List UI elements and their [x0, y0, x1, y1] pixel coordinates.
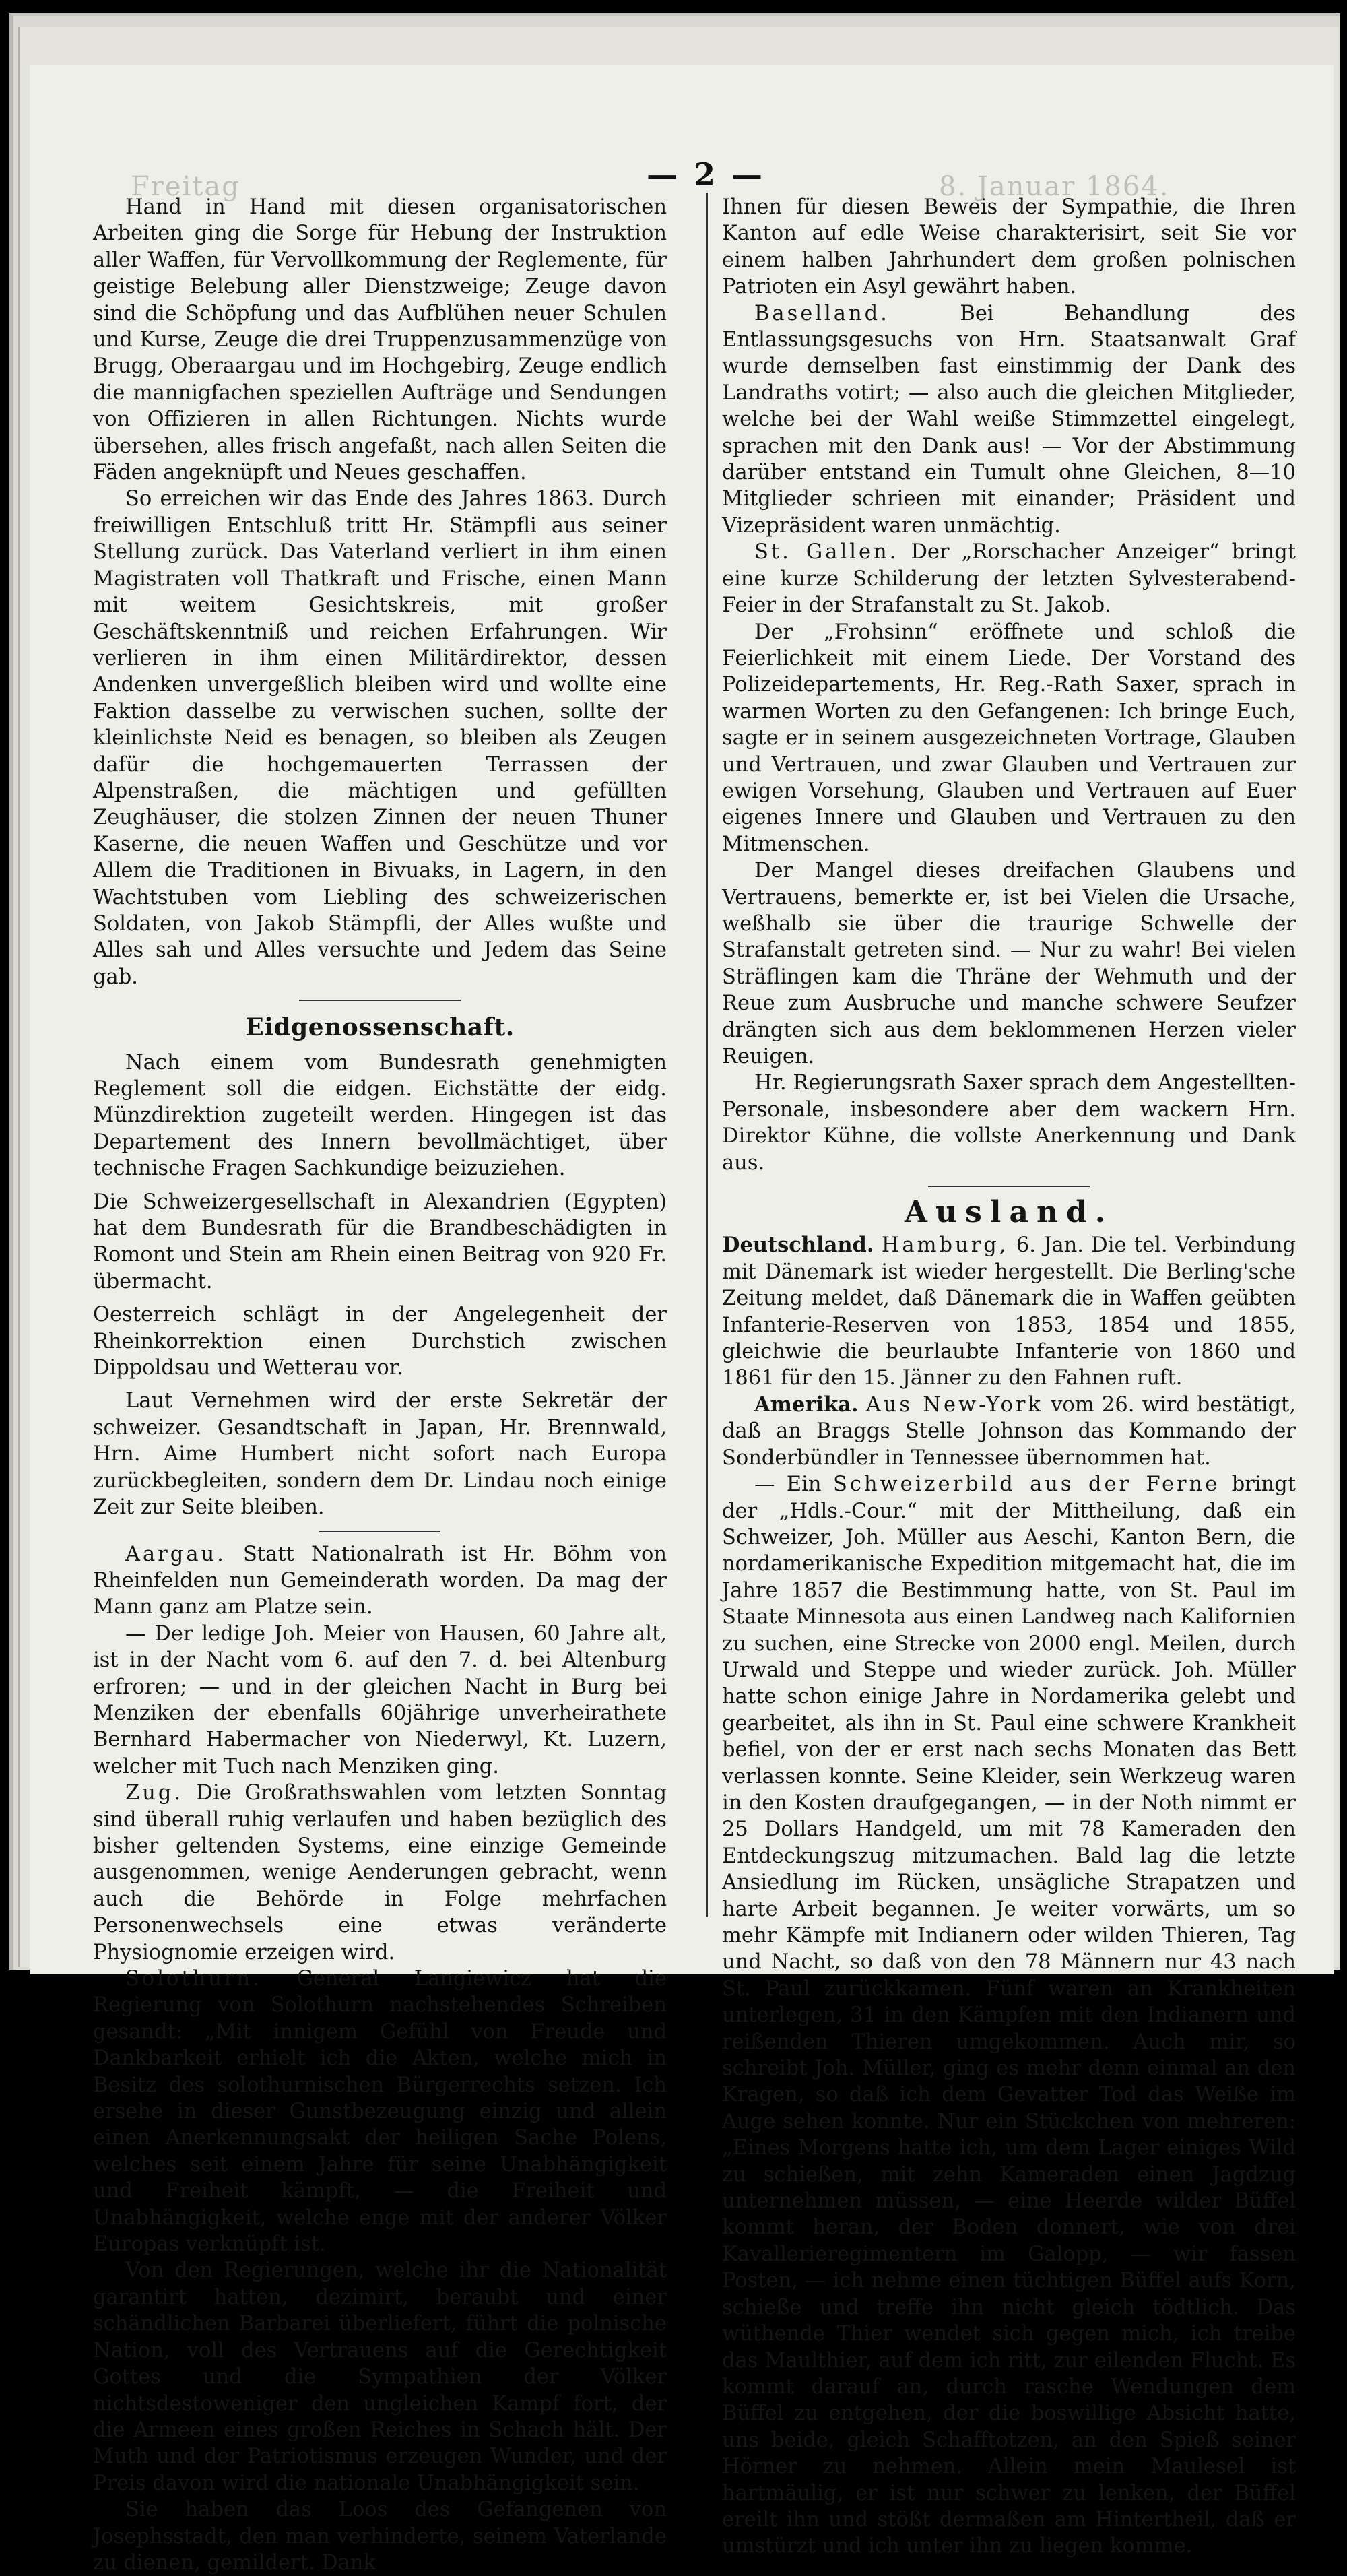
- country-amerika: Amerika.: [754, 1392, 859, 1417]
- section-separator: [299, 1000, 461, 1001]
- news-stgallen: [722, 539, 1296, 618]
- text-aargau: Statt Nationalrath ist Hr. Böhm von Rheinfelden nun Gemeinderath worden. Da mag der Mann ganz am Platze sein.: [93, 1542, 667, 1619]
- text-solothurn: General Langiewicz hat die Regierung von Solothurn nachstehendes Schreiben gesandt: „Mit innigem Gefühl von Freude und Dankbarkeit erhielt ich die Akten, welche mich in Besitz des solothurnischen Bürgerrechts setzen. Ich ersehe in dieser Gunstbezeugung einzig und allein einen Anerkennungsakt der heiligen Sache Polens, welches seit einem Jahre für seine Unabhängigkeit und Freiheit kämpft, — die Freiheit und Unabhängigkeit, welche enge mit der anderer Völker Europas verknüpft ist.: [93, 1967, 667, 2257]
- news-japan: Laut Vernehmen wird der erste Sekretär der schweizer. Gesandtschaft in Japan, Hr. Brennwald, Hrn. Aime Humbert nicht sofort nach Europa zurückbegleiten, sondern dem Dr. Lindau noch einige Zeit zur Seite bleiben.: [93, 1389, 667, 1520]
- news-zug: [93, 1780, 667, 1966]
- text-deutschland: 6. Jan. Die tel. Verbindung mit Dänemark ist wieder hergestellt. Die Berling'sche Zeitung meldet, daß Dänemark die in Waffen geübten Infanterie-Reserven von 1853, 1854 und 1855, gleichwie die beurlaubte Infanterie von 1860 und 1861 für den 15. Jänner zu den Fahnen ruft.: [722, 1233, 1296, 1390]
- section-title-eidgenossenschaft: Eidgenossenschaft.: [245, 1013, 515, 1042]
- page-number: — 2 —: [647, 156, 766, 193]
- title-schweizerbild: Schweizerbild aus der Ferne: [832, 1473, 1220, 1497]
- paragraph-staempfli: So erreichen wir das Ende des Jahres 1863. Durch freiwilligen Entschluß tritt Hr. Stämpfli aus seiner Stellung zurück. Das Vaterland verliert in ihm einen Magistraten voll Thatkraft und Frische, einen Mann mit weitem Gesichtskreis, mit großer Geschäftskenntniß und reichen Erfahrungen. Wir verlieren in ihm einen Militärdirektor, dessen Andenken unvergeßlich bleiben wird und wollte eine Faktion dasselbe zu verwischen suchen, sollte der kleinlichste Neid es benagen, so bleiben als Zeugen dafür die hochgemauerten Terrassen der Alpenstraßen, die mächtigen und gefüllten Zeughäuser, die stolzen Zinnen der neuen Thuner Kaserne, die neuen Waffen und Geschütze und vor Allem die Traditionen in Bivuaks, in Lagern, in den Wachtstuben vom Liebling des schweizerischen Soldaten, von Jakob Stämpfli, der Alles wußte und Alles sah und Alles versuchte und Jedem das Seine gab.: [93, 487, 667, 989]
- news-solothurn-2: Von den Regierungen, welche ihr die Nationalität garantirt hatten, dezimirt, beraubt und einer schändlichen Barbarei überliefert, führt die polnische Nation, voll des Vertrauens auf die Gerechtigkeit Gottes und die Sympathien der Völker nichtsdestoweniger den ungleichen Kampf fort, der die Armeen eines großen Reiches in Schach hält. Der Muth und der Patriotismus erzeugen Wunder, und der Preis davon wird die nationale Unabhängigkeit sein.: [93, 2259, 667, 2495]
- news-solothurn-cont: Ihnen für diesen Beweis der Sympathie, die Ihren Kanton auf edle Weise charakterisirt, seit Sie vor einem halben Jahrhundert dem großen polnischen Patrioten ein Asyl gewährt haben.: [722, 195, 1296, 299]
- news-eichstaette: Nach einem vom Bundesrath genehmigten Reglement soll die eidgen. Eichstätte der eidg. Münzdirektion zugeteilt werden. Hingegen ist das Departement des Innern bevollmächtiget, über technische Fragen Sachkundige beizuziehen.: [93, 1050, 667, 1181]
- dateline-aargau: Aargau.: [125, 1542, 226, 1566]
- news-mangel: Der Mangel dieses dreifachen Glaubens und Vertrauens, bemerkte er, ist bei Vielen die Ursache, weßhalb sie über die traurige Schwelle der Strafanstalt getreten sind. — Nur zu wahr! Bei vielen Sträflingen kam die Thräne der Wehmuth und der Reue zum Ausbruche und manche schwere Seufzer drängten sich aus dem beklommenen Herzen vieler Reuigen.: [722, 859, 1296, 1068]
- news-schweizerbild: [722, 1471, 1296, 2560]
- news-rheinkorrektion: Oesterreich schlägt in der Angelegenheit der Rheinkorrektion einen Durchstich zwischen Dippoldsau und Wetterau vor.: [93, 1303, 667, 1380]
- left-column: [93, 194, 667, 2576]
- bleed-left: Freitag: [131, 171, 240, 202]
- news-frohsinn: Der „Frohsinn“ eröffnete und schloß die Feierlichkeit mit einem Liede. Der Vorstand des Polizeidepartements, Hr. Reg.-Rath Saxer, sprach in warmen Worten zu den Gefangenen: Ich bringe Euch, sagte er in seinem ausgezeichneten Vortrage, Glauben und Vertrauen, und zwar Glauben und Vertrauen zur ewigen Vorsehung, Glauben und Vertrauen auf Euer eigenes Innere und Glauben und Vertrauen zu den Mitmenschen.: [722, 620, 1296, 856]
- text-amerika: vom 26. wird bestätigt, daß an Braggs Stelle Johnson das Kommando der Sonderbündler in Tennessee übernommen hat.: [722, 1392, 1296, 1470]
- text-schweizerbild: bringt der „Hdls.-Cour.“ mit der Mittheilung, daß ein Schweizer, Joh. Müller aus Aeschi, Kanton Bern, die nordamerikanische Expedition mitgemacht hat, die im Jahre 1857 die Bestimmung hatte, von St. Paul im Staate Minnesota aus einen Landweg nach Kalifornien zu suchen, eine Strecke von 2000 engl. Meilen, durch Urwald und Steppe und wieder zurück. Joh. Müller hatte schon einige Jahre in Nordamerika gelebt und gearbeitet, als ihn in St. Paul eine schwere Krankheit befiel, von der er erst nach sechs Monaten das Bett verlassen konnte. Seine Kleider, sein Werkzeug waren in den Kosten draufgegangen, — in der Noth nimmt er 25 Dollars Handgeld, um mit 78 Kameraden den Entdeckungszug mitzumachen. Bald lag die letzte Ansiedlung im Rücken, unsägliche Strapatzen und harte Arbeit begannen. Je weiter vorwärts, um so mehr Kämpfe mit Indianern oder wilden Thieren, Tag und Nacht, so daß von den 78 Männern nur 43 nach St. Paul zurückkamen. Fünf waren an Krankheiten unterlegen, 31 in den Kämpfen mit den Indianern und reißenden Thieren umgekommen. Auch mir, so schreibt Joh. Müller, ging es mehr denn einmal an den Kragen, so daß ich dem Gevatter Tod das Weiße im Auge sehen konnte. Nur ein Stückchen von mehreren: „Eines Morgens hatte ich, um dem Lager einiges Wild zu schießen, mit zehn Kameraden einen Jagdzug unternehmen müssen, — eine Heerde wilder Büffel kommt heran, der Boden donnert, wie von drei Kavallerieregimentern im Galopp, — wir fassen Posten, — ich nehme einen tüchtigen Büffel aufs Korn, schieße und treffe ihn nicht gleich tödtlich. Das wüthende Thier wendet sich gegen mich, ich treibe das Maulthier, auf dem ich ritt, zur eilenden Flucht. Es kommt darauf an, durch rasche Wendungen dem Büffel zu entgehen, der die boswillige Absicht hatte, uns beide, gleich Schafftotzen, an den Spieß seiner Hörner zu nehmen. Allein mein Maulesel ist hartmäulig, er ist nur schwer zu lenken, der Büffel ereilt ihn und stößt dermaßen am Hintertheil, daß er umstürzt und ich unter ihn zu liegen komme.: [722, 1473, 1296, 2558]
- news-aargau: [93, 1541, 667, 1621]
- text-baselland: Bei Behandlung des Entlassungsgesuchs von Hrn. Staatsanwalt Graf wurde demselben fast einstimmig der Dank des Landraths votirt; — also auch die gleichen Mitglieder, welche bei der Wahl weiße Stimmzettel eingelegt, sprachen mit den Dank aus! — Vor der Abstimmung darüber entstand ein Tumult ohne Gleichen, 8—10 Mitglieder schrieen mit einander; Präsident und Vizepräsident waren unmächtig.: [722, 301, 1296, 538]
- news-saxer: Hr. Regierungsrath Saxer sprach dem Angestellten-Personale, insbesondere aber dem wackern Hrn. Direktor Kühne, die vollste Anerkennung und Dank aus.: [722, 1071, 1296, 1175]
- place-newyork: Aus New-York: [865, 1392, 1043, 1417]
- section-title-ausland: Ausland.: [904, 1195, 1114, 1230]
- bleed-right: 8. Januar 1864.: [939, 171, 1170, 202]
- dateline-stgallen: St. Gallen.: [754, 540, 899, 565]
- news-alexandrien: Die Schweizergesellschaft in Alexandrien (Egypten) hat dem Bundesrath für die Brandbeschädigten in Romont und Stein am Rhein einen Beitrag von 920 Fr. übermacht.: [93, 1190, 667, 1293]
- text-zug: Die Großrathswahlen vom letzten Sonntag sind überall ruhig verlaufen und haben bezüglich des bisher geltenden Systems, eine einzige Gemeinde ausgenommen, wenige Aenderungen gebracht, wenn auch die Behörde in Folge mehrfachen Personenwechsels eine etwas veränderte Physiognomie erzeigen wird.: [93, 1781, 667, 1964]
- place-hamburg: Hamburg,: [881, 1233, 1009, 1258]
- lead-schweizerbild: — Ein: [754, 1473, 822, 1497]
- right-column: [722, 194, 1296, 2560]
- dateline-baselland: Baselland.: [754, 301, 890, 325]
- paragraph-military: Hand in Hand mit diesen organisatorischen Arbeiten ging die Sorge für Hebung der Instruktion aller Waffen, für Vervollkommung der Reglemente, für geistige Belebung aller Dienstzweige; Zeuge davon sind die Schöpfung und das Aufblühen neuer Schulen und Kurse, Zeuge die drei Truppenzusammenzüge von Brugg, Oberaargau und im Hochgebirg, Zeuge endlich die mannigfachen speziellen Aufträge und Sendungen von Offizieren in allen Richtungen. Nichts wurde übersehen, alles frisch angefaßt, nach allen Seiten die Fäden angeknüpft und Neues geschaffen.: [93, 195, 667, 485]
- dateline-solothurn: Solothurn.: [125, 1967, 262, 1991]
- news-deutschland: [722, 1232, 1296, 1391]
- column-rule: [706, 193, 708, 1917]
- section-separator: [928, 1186, 1090, 1187]
- country-deutschland: Deutschland.: [722, 1233, 874, 1258]
- dateline-zug: Zug.: [125, 1781, 184, 1805]
- news-amerika: [722, 1392, 1296, 1471]
- news-baselland: [722, 300, 1296, 540]
- news-solothurn: [93, 1966, 667, 2257]
- news-solothurn-3: Sie haben das Loos des Gefangenen von Josephsstadt, den man verhinderte, seinem Vaterlande zu dienen, gemildert. Dank: [93, 2498, 667, 2575]
- section-separator: [319, 1531, 440, 1532]
- text-stgallen: Der „Rorschacher Anzeiger“ bringt eine kurze Schilderung der letzten Sylvesterabend-Feier in der Strafanstalt zu St. Jakob.: [722, 540, 1296, 618]
- news-aargau-2: — Der ledige Joh. Meier von Hausen, 60 Jahre alt, ist in der Nacht vom 6. auf den 7. d. bei Altenburg erfroren; — und in der gleichen Nacht in Burg bei Menziken der ebenfalls 60jährige unverheirathete Bernhard Habermacher von Niederwyl, Kt. Luzern, welcher mit Tuch nach Menziken ging.: [93, 1621, 667, 1778]
